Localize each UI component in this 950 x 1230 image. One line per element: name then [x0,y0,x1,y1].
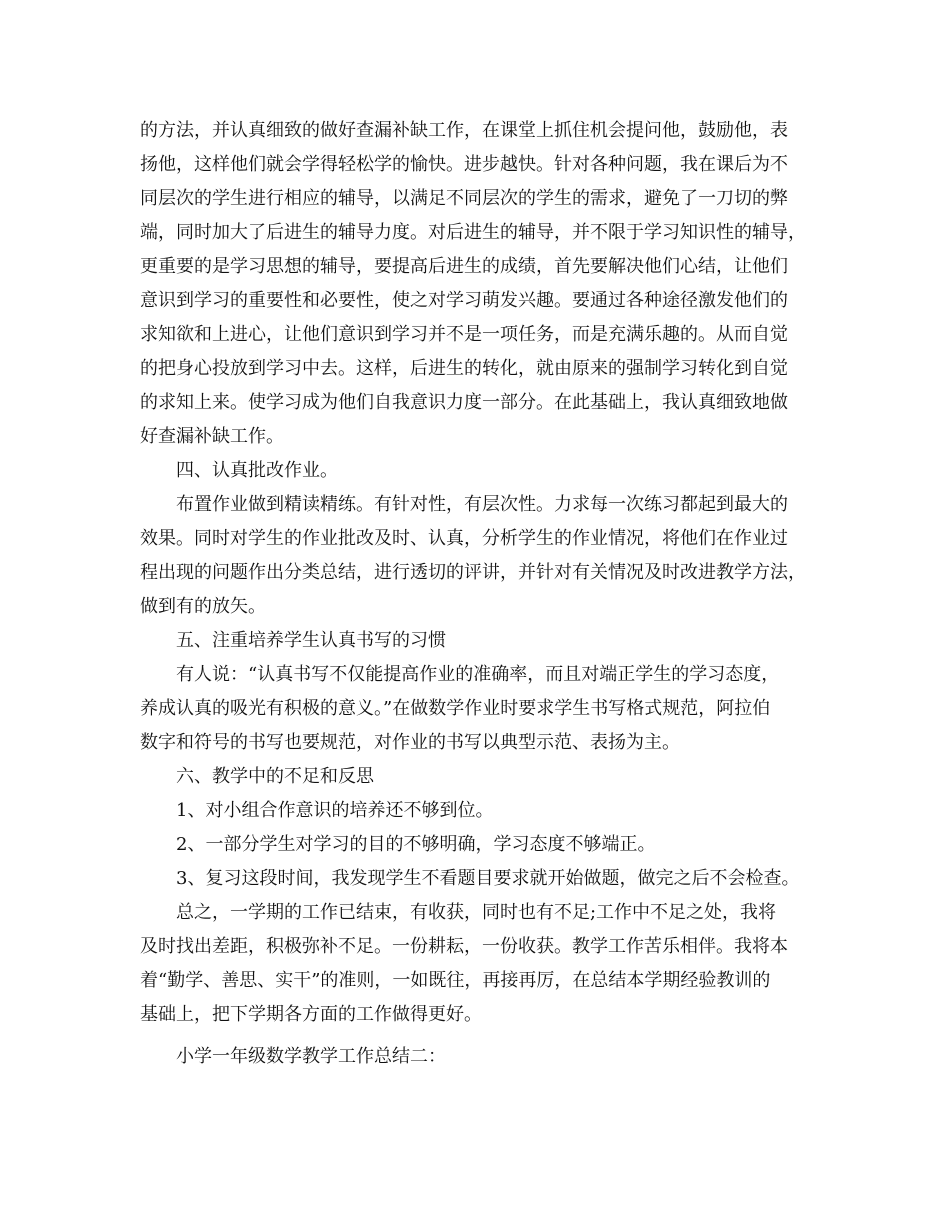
body-line: 布置作业做到精读精练。有针对性，有层次性。力求每一次练习都起到最大的 [176,494,788,515]
body-line: 好查漏补缺工作。 [140,426,284,447]
body-line: 的把身心投放到学习中去。这样，后进生的转化，就由原来的强制学习转化到自觉 [140,358,788,379]
document-body [140,114,820,1074]
list-item: 1、对小组合作意识的培养还不够到位。 [176,800,494,821]
list-item: 3、复习这段时间，我发现学生不看题目要求就开始做题，做完之后不会检查。 [176,868,800,889]
body-line: 数字和符号的书写也要规范，对作业的书写以典型示范、表扬为主。 [140,732,680,753]
body-line: 总之，一学期的工作已结束，有收获，同时也有不足;工作中不足之处，我将 [176,902,777,923]
body-line: 效果。同时对学生的作业批改及时、认真，分析学生的作业情况，将他们在作业过 [140,528,788,549]
body-line: 端，同时加大了后进生的辅导力度。对后进生的辅导，并不限于学习知识性的辅导， [140,222,806,243]
next-section-title: 小学一年级数学教学工作总结二： [176,1046,446,1067]
body-line: 做到有的放矢。 [140,596,266,617]
body-line: 着“勤学、善思、实干”的准则，一如既往，再接再厉，在总结本学期经验教训的 [140,970,771,991]
body-line: 同层次的学生进行相应的辅导，以满足不同层次的学生的需求，避免了一刀切的弊 [140,188,788,209]
body-line: 有人说：“认真书写不仅能提高作业的准确率，而且对端正学生的学习态度， [176,664,780,685]
spacer [140,1032,820,1040]
body-line: 更重要的是学习思想的辅导，要提高后进生的成绩，首先要解决他们心结，让他们 [140,256,788,277]
list-item: 2、一部分学生对学习的目的不够明确，学习态度不够端正。 [176,834,656,855]
body-line: 程出现的问题作出分类总结，进行透切的评讲，并针对有关情况及时改进教学方法， [140,562,806,583]
body-line: 及时找出差距，积极弥补不足。一份耕耘，一份收获。教学工作苦乐相伴。我将本 [140,936,788,957]
body-line: 意识到学习的重要性和必要性，使之对学习萌发兴趣。要通过各种途径激发他们的 [140,290,788,311]
section-heading: 六、教学中的不足和反思 [176,766,374,787]
body-line: 的方法，并认真细致的做好查漏补缺工作，在课堂上抓住机会提问他，鼓励他，表 [140,120,788,141]
section-heading: 五、注重培养学生认真书写的习惯 [176,630,446,651]
section-heading: 四、认真批改作业。 [176,460,338,481]
body-line: 养成认真的吸光有积极的意义。”在做数学作业时要求学生书写格式规范，阿拉伯 [140,698,771,719]
body-line: 的求知上来。使学习成为他们自我意识力度一部分。在此基础上，我认真细致地做 [140,392,788,413]
body-line: 基础上，把下学期各方面的工作做得更好。 [140,1004,482,1025]
body-line: 扬他，这样他们就会学得轻松学的愉快。进步越快。针对各种问题，我在课后为不 [140,154,788,175]
body-line: 求知欲和上进心，让他们意识到学习并不是一项任务，而是充满乐趣的。从而自觉 [140,324,788,345]
